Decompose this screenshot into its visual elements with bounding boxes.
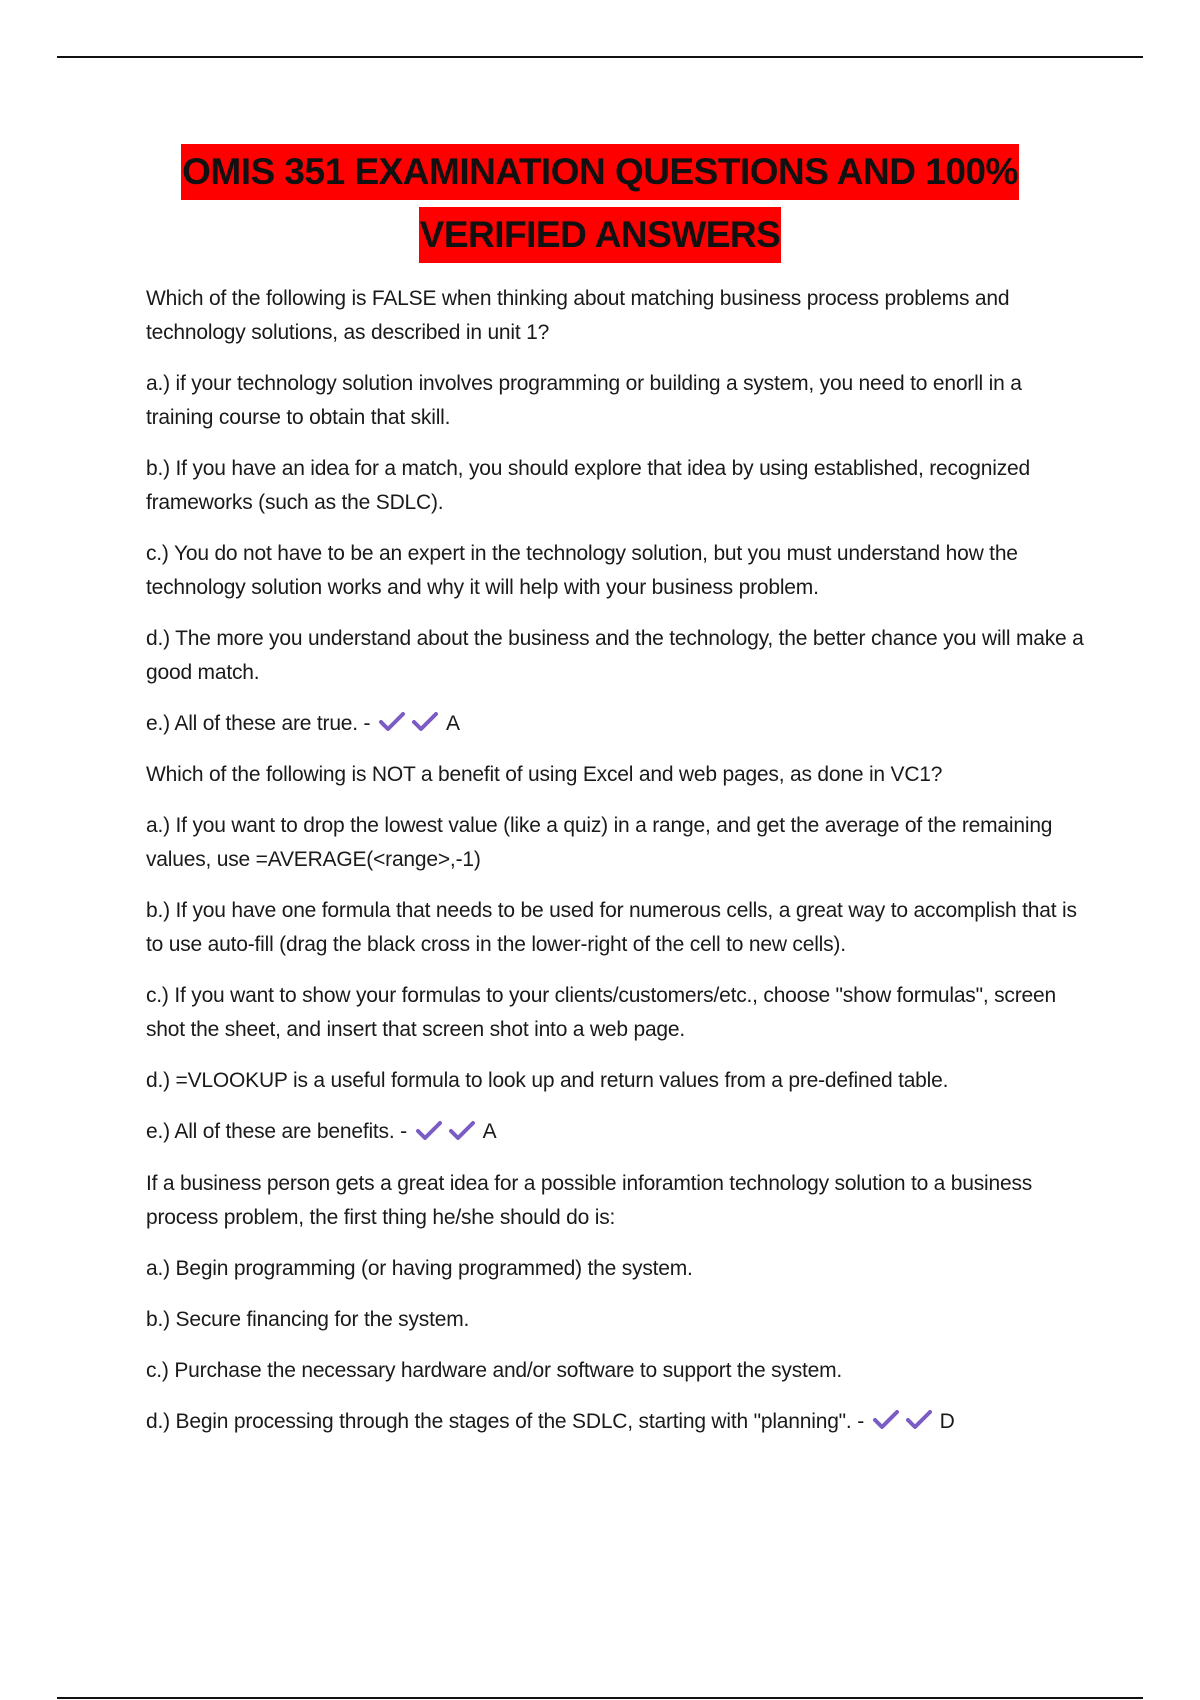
- correct-answer-line: [146, 1405, 1086, 1439]
- check-icon: [872, 1409, 900, 1431]
- answer-option: a.) if your technology solution involves programming or building a system, you need to enorll in a training course to obtain that skill.: [146, 372, 1022, 429]
- answer-option: d.) Begin processing through the stages of the SDLC, starting with "planning". -: [146, 1409, 864, 1433]
- document-body: [146, 282, 1086, 1456]
- answer-letter: A: [482, 1120, 497, 1144]
- answer-option: d.) The more you understand about the business and the technology, the better chance you will make a good match.: [146, 627, 1084, 684]
- question-prompt: If a business person gets a great idea for a possible inforamtion technology solution to a business process problem, the first thing he/she should do is:: [146, 1171, 1033, 1229]
- answer-option: c.) Purchase the necessary hardware and/or software to support the system.: [146, 1358, 843, 1382]
- answer-option: c.) If you want to show your formulas to your clients/customers/etc., choose "show formulas", screen shot the sheet, and insert that screen shot into a web page.: [146, 984, 1056, 1042]
- top-rule: [57, 56, 1143, 58]
- answer-option: e.) All of these are benefits. -: [146, 1120, 407, 1144]
- answer-letter: A: [446, 712, 460, 735]
- question-prompt: Which of the following is FALSE when thinking about matching business process problems and technology solutions, as described in unit 1?: [146, 287, 1010, 344]
- double-check-icon: [872, 1405, 938, 1439]
- double-check-icon: [415, 1116, 481, 1150]
- answer-option: a.) If you want to drop the lowest value (like a quiz) in a range, and get the average of the remaining values, use =AVERAGE(<range>,-1): [146, 814, 1053, 872]
- answer-option: b.) If you have an idea for a match, you should explore that idea by using established, recognized frameworks (such as the SDLC).: [146, 457, 1030, 514]
- double-check-icon: [378, 707, 444, 741]
- question-prompt: Which of the following is NOT a benefit of using Excel and web pages, as done in VC1?: [146, 763, 943, 787]
- title-line-2: VERIFIED ANSWERS: [419, 207, 782, 263]
- answer-option: c.) You do not have to be an expert in the technology solution, but you must understand how the technology solution works and why it will help with your business problem.: [146, 542, 1018, 599]
- bottom-rule: [57, 1697, 1143, 1699]
- check-icon: [411, 711, 439, 733]
- check-icon: [415, 1120, 443, 1142]
- check-icon: [378, 711, 406, 733]
- correct-answer-line: [146, 707, 1086, 741]
- answer-option: a.) Begin programming (or having programmed) the system.: [146, 1256, 693, 1280]
- answer-option: e.) All of these are true. -: [146, 712, 371, 735]
- answer-option: b.) If you have one formula that needs to be used for numerous cells, a great way to accomplish that is to use auto-fill (drag the black cross in the lower-right of the cell to new cells).: [146, 899, 1077, 957]
- answer-letter: D: [939, 1409, 955, 1433]
- answer-option: b.) Secure financing for the system.: [146, 1307, 470, 1331]
- correct-answer-line: [146, 1115, 1086, 1149]
- check-icon: [905, 1409, 933, 1431]
- title-line-1: OMIS 351 EXAMINATION QUESTIONS AND 100%: [181, 144, 1019, 200]
- check-icon: [448, 1120, 476, 1142]
- document-title: [0, 144, 1200, 270]
- answer-option: d.) =VLOOKUP is a useful formula to look up and return values from a pre-defined table.: [146, 1069, 949, 1093]
